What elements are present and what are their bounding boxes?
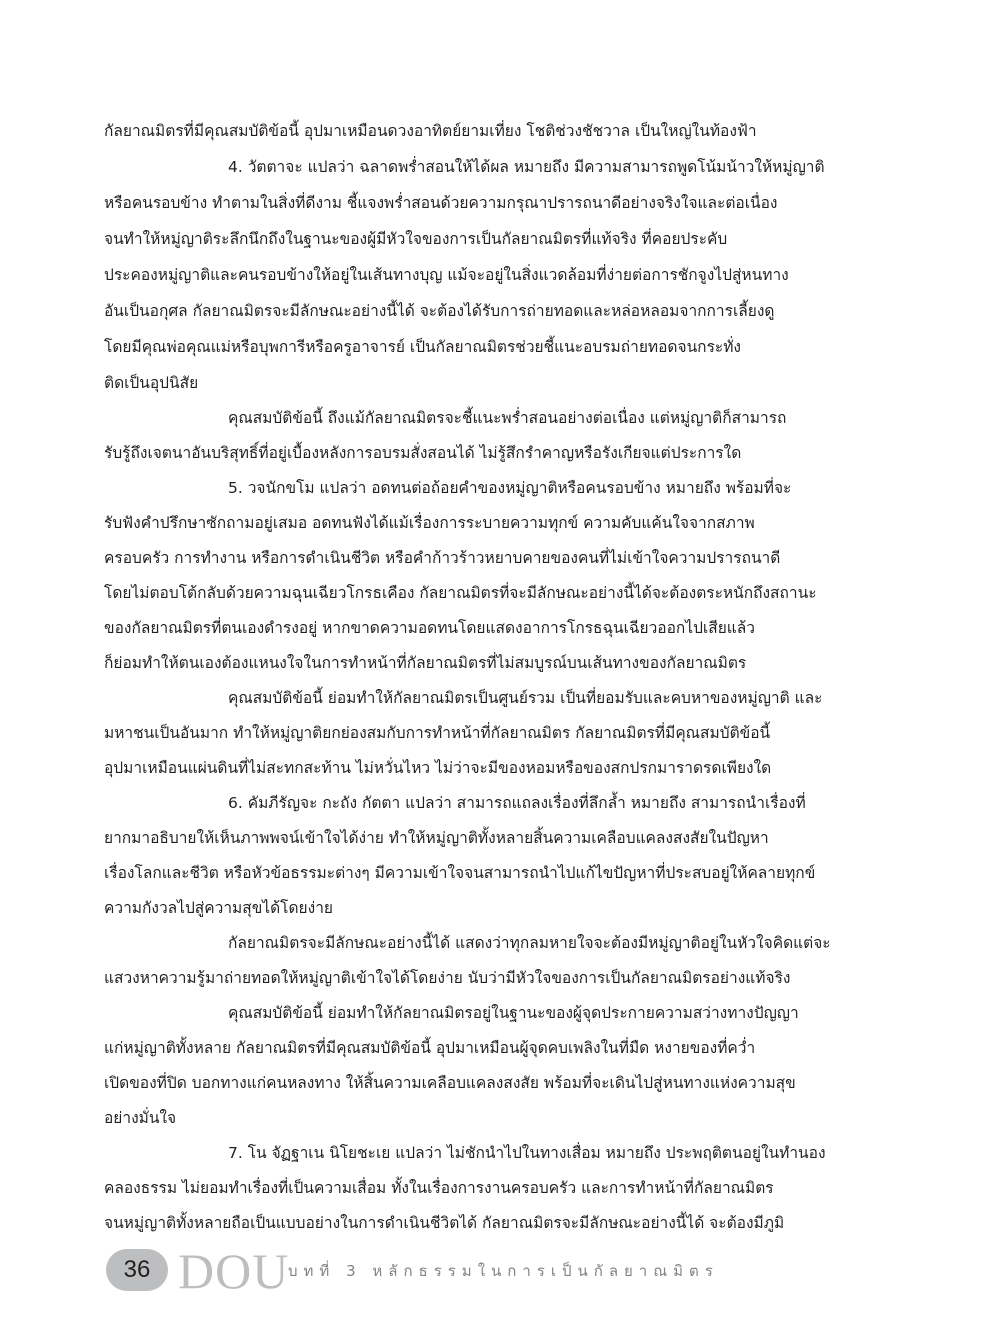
text-line: 7. โน จัฏฐาเน นิโยชะเย แปลว่า ไม่ชักนำไปในทางเสื่อม หมายถึง ประพฤติตนอยู่ในทำนอง (228, 1144, 826, 1162)
text-line: จนหมู่ญาติทั้งหลายถือเป็นแบบอย่างในการดำเนินชีวิตได้ กัลยาณมิตรจะมีลักษณะอย่างนี้ได้ จะต้องมีภูมิ (104, 1214, 785, 1232)
text-line: อันเป็นอกุศล กัลยาณมิตรจะมีลักษณะอย่างนี้ได้ จะต้องได้รับการถ่ายทอดและหล่อหลอมจากการเลี้ยงดู (104, 302, 775, 320)
text-line: กัลยาณมิตรที่มีคุณสมบัติข้อนี้ อุปมาเหมือนดวงอาทิตย์ยามเที่ยง โชติช่วงชัชวาล เป็นใหญ่ในท้องฟ้า (104, 122, 757, 140)
text-line: ของกัลยาณมิตรที่ตนเองดำรงอยู่ หากขาดความอดทนโดยแสดงอาการโกรธฉุนเฉียวออกไปเสียแล้ว (104, 619, 755, 637)
dou-logo: DOU (178, 1243, 290, 1299)
text-line: จนทำให้หมู่ญาติระลึกนึกถึงในฐานะของผู้มีหัวใจของการเป็นกัลยาณมิตรที่แท้จริง ที่คอยประคับ (104, 230, 728, 248)
text-line: 5. วจนักขโม แปลว่า อดทนต่อถ้อยคำของหมู่ญาติหรือคนรอบข้าง หมายถึง พร้อมที่จะ (228, 479, 792, 497)
text-line: รับฟังคำปรึกษาซักถามอยู่เสมอ อดทนฟังได้แม้เรื่องการระบายความทุกข์ ความคับแค้นใจจากสภาพ (104, 514, 755, 532)
text-line: คลองธรรม ไม่ยอมทำเรื่องที่เป็นความเสื่อม ทั้งในเรื่องการงานครอบครัว และการทำหน้าที่กัลยาณมิตร (104, 1179, 774, 1197)
text-line: แก่หมู่ญาติทั้งหลาย กัลยาณมิตรที่มีคุณสมบัติข้อนี้ อุปมาเหมือนผู้จุดคบเพลิงในที่มืด หงายของที่คว่ำ (104, 1039, 756, 1057)
text-line: 6. คัมภีรัญจะ กะถัง กัตตา แปลว่า สามารถแถลงเรื่องที่ลึกล้ำ หมายถึง สามารถนำเรื่องที่ (228, 794, 806, 812)
chapter-title: บทที่ 3 หลักธรรมในการเป็นกัลยาณมิตร (288, 1262, 719, 1280)
text-line: กัลยาณมิตรจะมีลักษณะอย่างนี้ได้ แสดงว่าทุกลมหายใจจะต้องมีหมู่ญาติอยู่ในหัวใจคิดแต่จะ (228, 934, 831, 952)
text-line: ยากมาอธิบายให้เห็นภาพพจน์เข้าใจได้ง่าย ทำให้หมู่ญาติทั้งหลายสิ้นความเคลือบแคลงสงสัยในปัญหา (104, 829, 769, 847)
text-line: เปิดของที่ปิด บอกทางแก่คนหลงทาง ให้สิ้นความเคลือบแคลงสงสัย พร้อมที่จะเดินไปสู่หนทางแห่งความสุข (104, 1074, 796, 1092)
text-line: ความกังวลไปสู่ความสุขได้โดยง่าย (104, 899, 333, 917)
text-line: โดยไม่ตอบโต้กลับด้วยความฉุนเฉียวโกรธเคือง กัลยาณมิตรที่จะมีลักษณะอย่างนี้ได้จะต้องตระหนักถึงสถานะ (104, 584, 817, 602)
text-line: แสวงหาความรู้มาถ่ายทอดให้หมู่ญาติเข้าใจได้โดยง่าย นับว่ามีหัวใจของการเป็นกัลยาณมิตรอย่างแท้จริง (104, 969, 791, 987)
text-line: ก็ย่อมทำให้ตนเองต้องแหนงใจในการทำหน้าที่กัลยาณมิตรที่ไม่สมบูรณ์บนเส้นทางของกัลยาณมิตร (104, 654, 747, 672)
text-line: เรื่องโลกและชีวิต หรือหัวข้อธรรมะต่างๆ มีความเข้าใจจนสามารถนำไปแก้ไขปัญหาที่ประสบอยู่ให้คลายทุกข์ (104, 864, 816, 882)
text-line: มหาชนเป็นอันมาก ทำให้หมู่ญาติยกย่องสมกับการทำหน้าที่กัลยาณมิตร กัลยาณมิตรที่มีคุณสมบัติข้อนี้ (104, 724, 771, 742)
text-line: ประคองหมู่ญาติและคนรอบข้างให้อยู่ในเส้นทางบุญ แม้จะอยู่ในสิ่งแวดล้อมที่ง่ายต่อการชักจูงไปสู่หนทาง (104, 266, 789, 284)
text-line: 4. วัตตาจะ แปลว่า ฉลาดพร่ำสอนให้ได้ผล หมายถึง มีความสามารถพูดโน้มน้าวให้หมู่ญาติ (228, 158, 825, 176)
text-line: อย่างมั่นใจ (104, 1109, 177, 1127)
page-number: 36 (123, 1256, 151, 1283)
text-line: รับรู้ถึงเจตนาอันบริสุทธิ์ที่อยู่เบื้องหลังการอบรมสั่งสอนได้ ไม่รู้สึกรำคาญหรือรังเกียจแต่ประการใด (104, 444, 742, 462)
text-line: ติดเป็นอุปนิสัย (104, 374, 199, 392)
page-number-badge (106, 1249, 168, 1291)
text-line: คุณสมบัติข้อนี้ ถึงแม้กัลยาณมิตรจะชี้แนะพร่ำสอนอย่างต่อเนื่อง แต่หมู่ญาติก็สามารถ (228, 409, 787, 427)
text-line: ครอบครัว การทำงาน หรือการดำเนินชีวิต หรือคำก้าวร้าวหยาบคายของคนที่ไม่เข้าใจความปรารถนาดี (104, 549, 781, 567)
text-line: โดยมีคุณพ่อคุณแม่หรือบุพการีหรือครูอาจารย์ เป็นกัลยาณมิตรช่วยชี้แนะอบรมถ่ายทอดจนกระทั่ง (104, 338, 741, 356)
text-line: คุณสมบัติข้อนี้ ย่อมทำให้กัลยาณมิตรเป็นศูนย์รวม เป็นที่ยอมรับและคบหาของหมู่ญาติ และ (228, 689, 823, 707)
text-line: คุณสมบัติข้อนี้ ย่อมทำให้กัลยาณมิตรอยู่ในฐานะของผู้จุดประกายความสว่างทางปัญญา (228, 1004, 799, 1022)
text-line: อุปมาเหมือนแผ่นดินที่ไม่สะทกสะท้าน ไม่หวั่นไหว ไม่ว่าจะมีของหอมหรือของสกปรกมาราดรดเพียงใด (104, 759, 772, 777)
text-line: หรือคนรอบข้าง ทำตามในสิ่งที่ดีงาม ชี้แจงพร่ำสอนด้วยความกรุณาปรารถนาดีอย่างจริงใจและต่อเนื่อง (104, 194, 778, 212)
page-footer (106, 1243, 766, 1299)
